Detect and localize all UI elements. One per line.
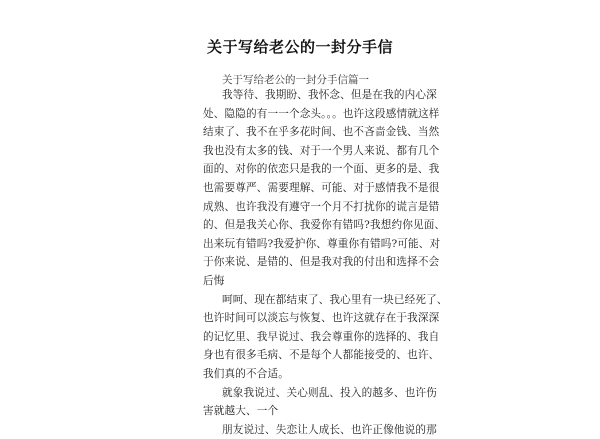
- body-line: 身也有很多毛病、不是每个人都能接受的、也许、: [203, 349, 440, 362]
- document-title: 关于写给老公的一封分手信: [206, 38, 393, 56]
- body-line: 成熟、也许我没有遵守一个月不打扰你的谎言是错: [203, 200, 440, 213]
- body-line: 于你来说、是错的、但是我对我的付出和选择不会: [203, 256, 440, 269]
- body-line: 的、但是我关心你、我爱你有错吗?我想约你见面、: [203, 219, 446, 232]
- body-line: 害就越大、一个: [203, 405, 279, 418]
- body-line: 也许时间可以淡忘与恢复、也许这就存在于我深深: [203, 312, 440, 325]
- body-line: 结束了、我不在乎多花时间、也不吝啬金钱、当然: [203, 126, 440, 139]
- body-line: 出来玩有错吗?我爱护你、尊重你有错吗?可能、对: [203, 237, 441, 250]
- body-line: 后悔: [203, 274, 225, 287]
- body-line: 我等待、我期盼、我怀念、但是在我的内心深: [222, 89, 437, 101]
- body-line: 处、隐隐的有一一个念头。。。也许这段感情就这样: [203, 107, 440, 120]
- document-body: [203, 86, 448, 439]
- body-line: 呵呵、现在都结束了、我心里有一块已经死了、: [222, 293, 448, 306]
- body-line: 也需要尊严、需要理解、可能、对于感情我不是很: [203, 181, 440, 194]
- body-line: 面的、对你的依恋只是我的一个面、更多的是、我: [203, 163, 440, 176]
- body-line: 我们真的不合适。: [203, 367, 289, 380]
- body-line: 的记忆里、我早说过、我会尊重你的选择的、我自: [203, 330, 440, 343]
- body-line: 朋友说过、失恋让人成长、也许正像他说的那: [222, 423, 437, 436]
- body-line: 就象我说过、关心则乱、投入的越多、也许伤: [222, 386, 437, 399]
- body-line: 我也没有太多的钱、对于一个男人来说、都有几个: [203, 144, 440, 157]
- document-subtitle: 关于写给老公的一封分手信篇一: [222, 74, 369, 86]
